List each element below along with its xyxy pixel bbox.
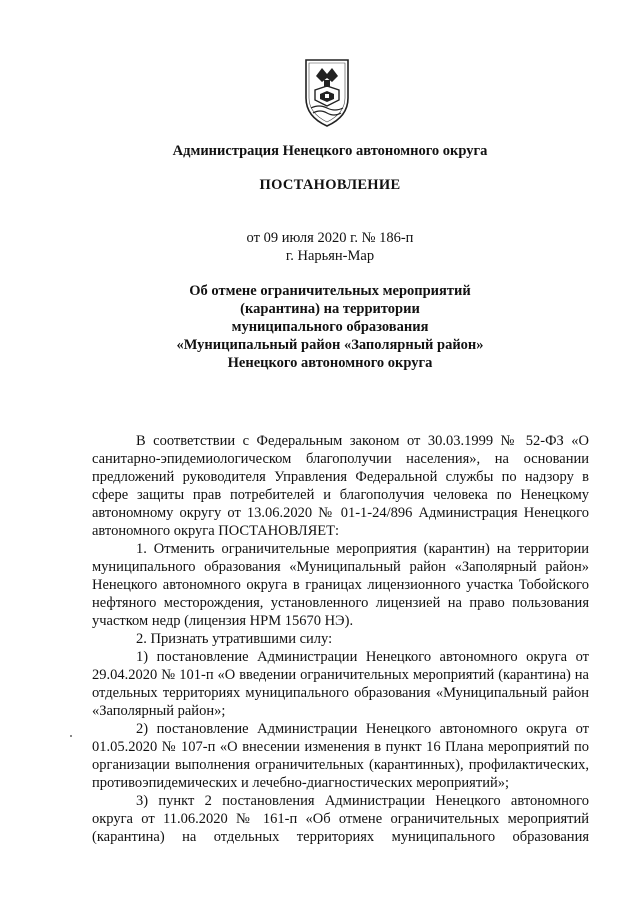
subitem-2-paragraph: 2) постановление Администрации Ненецкого автономного округа от 01.05.2020 № 107-п «О внесении изменения в пункт 16 Плана мероприятий по организации выполнения ограничительных (карантинных), профилактических, противоэпидемических и лечебно-диагностических мероприятий»; xyxy=(92,721,589,791)
title-line: (карантина) на территории xyxy=(240,301,420,317)
document-type: ПОСТАНОВЛЕНИЕ xyxy=(259,177,401,193)
document-title xyxy=(80,282,580,372)
document-date-number: от 09 июля 2020 г. № 186-п xyxy=(246,230,414,246)
title-line: Об отмене ограничительных мероприятий xyxy=(189,283,471,299)
document-body xyxy=(92,432,589,846)
subitem-3-paragraph: 3) пункт 2 постановления Администрации Ненецкого автономного округа от 11.06.2020 № 161-п «Об отмене ограничительных мероприятий (карантина) на отдельных территориях муниципального образования xyxy=(92,793,589,845)
title-line: «Муниципальный район «Заполярный район» xyxy=(176,337,484,353)
title-line: Ненецкого автономного округа xyxy=(227,355,433,371)
item-2-paragraph: 2. Признать утратившими силу: xyxy=(136,631,333,647)
organization-name: Администрация Ненецкого автономного округа xyxy=(172,143,488,159)
item-1-paragraph: 1. Отменить ограничительные мероприятия (карантин) на территории муниципального образования «Муниципальный район «Заполярный район» Ненецкого автономного округа в границах лицензионного участка Тобойского нефтяного месторождения, установленного лицензией на право пользования участком недр (лицензия НРМ 15670 НЭ). xyxy=(92,541,589,629)
coat-of-arms-icon xyxy=(302,56,352,128)
scan-speck xyxy=(70,735,72,737)
preamble-paragraph: В соответствии с Федеральным законом от 30.03.1999 № 52-ФЗ «О санитарно-эпидемиологическом благополучии населения», на основании предложений руководителя Управления Федеральной службы по надзору в сфере защиты прав потребителей и благополучия человека по Ненецкому автономному округу от 13.06.2020 № 01-1-24/896 Администрация Ненецкого автономного округа ПОСТАНОВЛЯЕТ: xyxy=(92,433,589,539)
subitem-1-paragraph: 1) постановление Администрации Ненецкого автономного округа от 29.04.2020 № 101-п «О введении ограничительных мероприятий (карантина) на отдельных территориях муниципального образования «Муниципальный район «Заполярный район»; xyxy=(92,649,589,719)
document-city: г. Нарьян-Мар xyxy=(285,248,375,264)
title-line: муниципального образования xyxy=(231,319,429,335)
